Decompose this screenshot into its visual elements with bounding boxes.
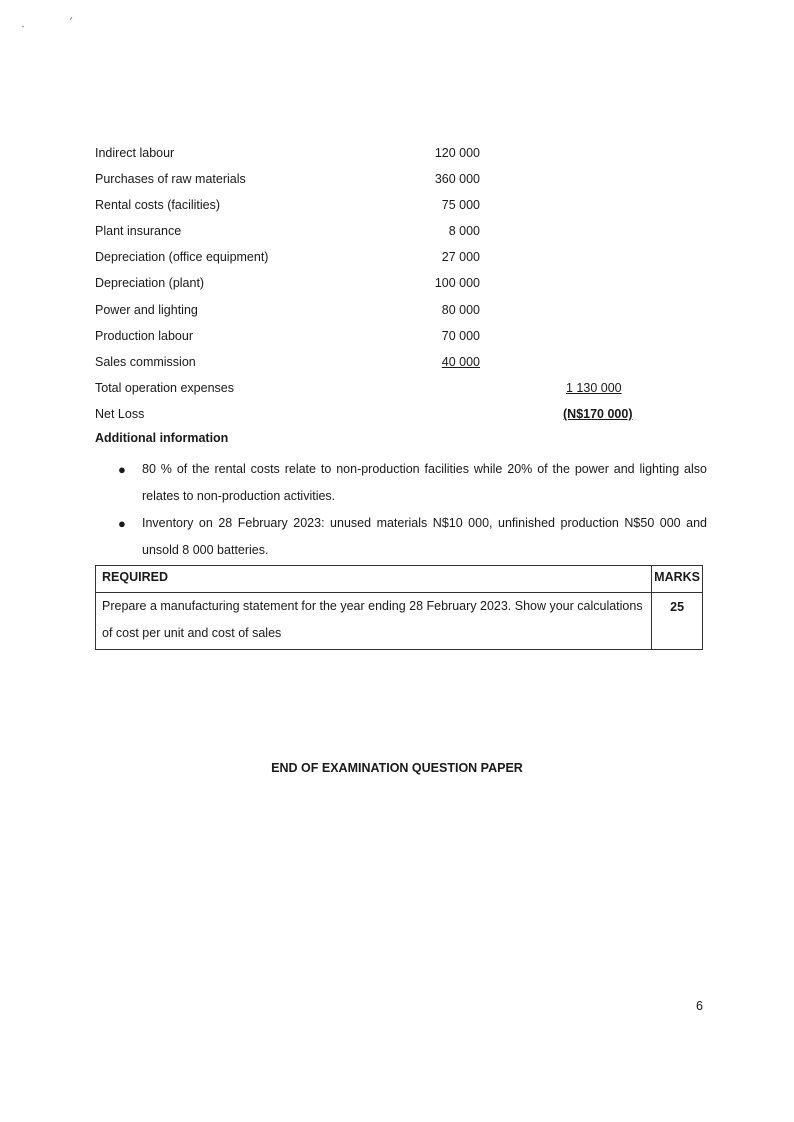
bullet-text: Inventory on 28 February 2023: unused materials N$10 000, unfinished production N$50 000 and unsold 8 000 batteries. [142,516,707,557]
expense-label: Depreciation (plant) [95,276,205,291]
total-operation-value: 1 130 000 [566,380,622,395]
list-item [115,456,707,510]
net-loss-row [95,404,655,430]
required-header: REQUIRED [96,566,652,593]
expense-amount: 80 000 [441,302,480,317]
expense-amount: 70 000 [441,328,480,343]
expense-amount: 40 000 [441,354,480,369]
net-loss-value: (N$170 000) [563,406,633,421]
required-task: Prepare a manufacturing statement for the year ending 28 February 2023. Show your calculations of cost per unit and cost of sales [96,593,652,650]
expense-amount: 120 000 [434,146,480,160]
expense-row [95,195,655,221]
total-operation-row [95,378,655,404]
expense-amount: 27 000 [441,250,480,265]
expense-row [95,326,655,352]
expense-row [95,300,655,326]
bullet-icon: ● [118,516,126,531]
end-of-paper-note: END OF EXAMINATION QUESTION PAPER [271,761,523,775]
expense-amount: 100 000 [434,276,480,291]
bullet-text: 80 % of the rental costs relate to non-production facilities while 20% of the power and lighting also relates to non-production activities. [142,462,707,503]
marks-header: MARKS [652,566,703,593]
expense-amount: 8 000 [448,224,480,239]
scan-specks [18,14,88,34]
table-row [96,593,703,650]
expense-amount: 75 000 [441,198,480,213]
expense-amount: 360 000 [434,172,480,187]
additional-info-list [115,456,707,564]
expense-row [95,169,655,195]
expense-label: Production labour [95,328,193,343]
expense-label: Depreciation (office equipment) [95,250,269,265]
expense-row [95,143,655,169]
additional-info-heading: Additional information [95,431,229,445]
expense-label: Sales commission [95,354,196,369]
expense-row [95,352,655,378]
expense-row [95,273,655,299]
expense-label: Power and lighting [95,302,198,317]
net-loss-label: Net Loss [95,406,145,421]
expense-label: Rental costs (facilities) [95,198,221,213]
page-number: 6 [696,999,703,1013]
expense-row [95,221,655,247]
expense-list [95,143,655,430]
expense-row [95,247,655,273]
required-table [95,565,703,650]
list-item [115,510,707,564]
expense-label: Indirect labour [95,146,175,160]
expense-label: Purchases of raw materials [95,172,246,187]
expense-label: Plant insurance [95,224,182,239]
marks-value: 25 [652,593,703,650]
table-header-row [96,566,703,593]
total-operation-label: Total operation expenses [95,380,234,395]
bullet-icon: ● [118,462,126,477]
